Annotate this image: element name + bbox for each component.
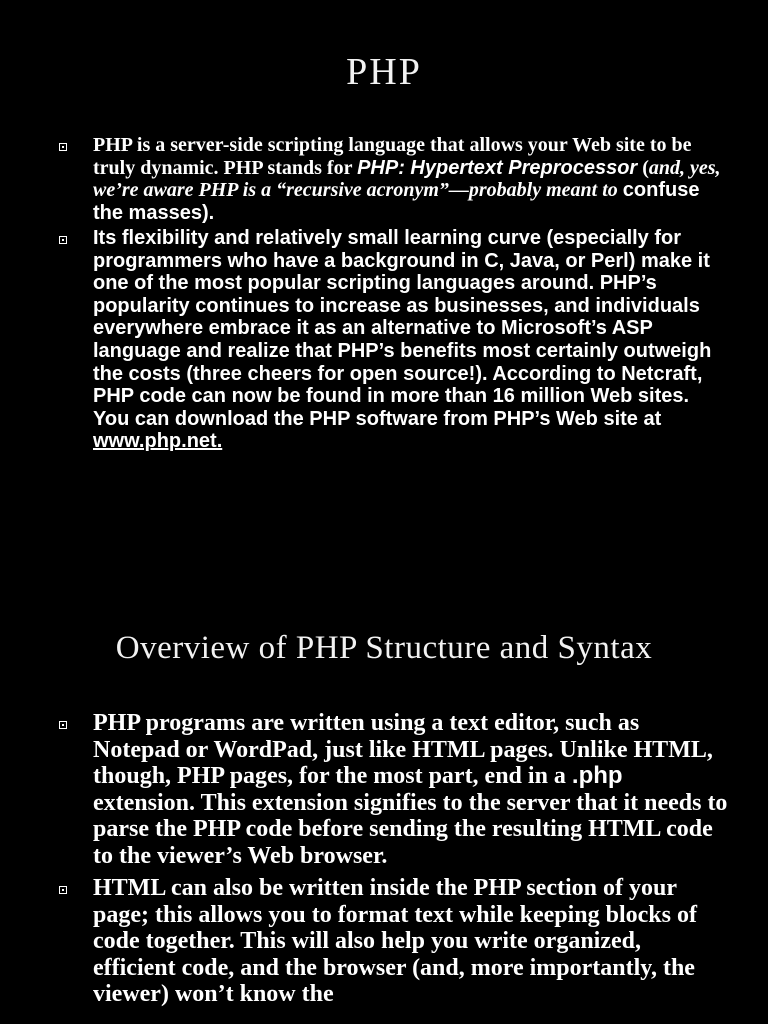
square-bullet-icon	[59, 143, 67, 151]
bullet-text-emphasis: PHP: Hypertext Preprocessor	[357, 156, 638, 179]
bullet-text: (	[637, 156, 649, 179]
square-bullet-icon	[59, 886, 67, 894]
bullet-item	[0, 134, 768, 224]
bullet-item	[0, 710, 768, 869]
square-bullet-icon	[59, 236, 67, 244]
bullet-text-italic: and, yes, we’re aware PHP is a “recursive acronym”—probably meant to	[93, 156, 721, 201]
bullet-item	[0, 875, 768, 1008]
bullet-text: PHP programs are written using a text editor, such as Notepad or WordPad, just like HTML pages. Unlike HTML, though, PHP pages, for the most part, end in a	[93, 710, 713, 789]
bullet-list	[0, 710, 768, 1014]
bullet-text-sans: confuse the masses).	[93, 179, 700, 224]
bullet-text: PHP is a server-side scripting language that allows your Web site to be truly dynamic. PHP stands for	[93, 134, 692, 179]
square-bullet-icon	[59, 721, 67, 729]
bullet-list	[0, 134, 768, 456]
slide-title: Overview of PHP Structure and Syntax	[115, 630, 653, 666]
php-site-link[interactable]: www.php.net.	[93, 430, 223, 453]
bullet-text: Its flexibility and relatively small learning curve (especially for programmers who have a background in C, Java, or Perl) make it one of the most popular scripting languages around. PHP’s popularity continues to increase as businesses, and individuals everywhere embrace it as an alternative to Microsoft’s ASP language and realize that PHP’s benefits most certainly outweigh the costs (three cheers for open source!). According to Netcraft, PHP code can now be found in more than 16 million Web sites. You can download the PHP software from PHP’s Web site at	[93, 227, 712, 430]
slide-php-structure	[0, 610, 768, 1024]
bullet-item	[0, 227, 768, 453]
bullet-text-code: .php	[571, 762, 623, 789]
bullet-text: HTML can also be written inside the PHP section of your page; this allows you to format text while keeping blocks of code together. This will also help you write organized, efficient code, and the browser (and, more importantly, the viewer) won’t know the	[93, 875, 697, 1007]
slide-title: PHP	[346, 51, 422, 93]
bullet-text: extension. This extension signifies to the server that it needs to parse the PHP code before sending the resulting HTML code to the viewer’s Web browser.	[93, 789, 728, 869]
